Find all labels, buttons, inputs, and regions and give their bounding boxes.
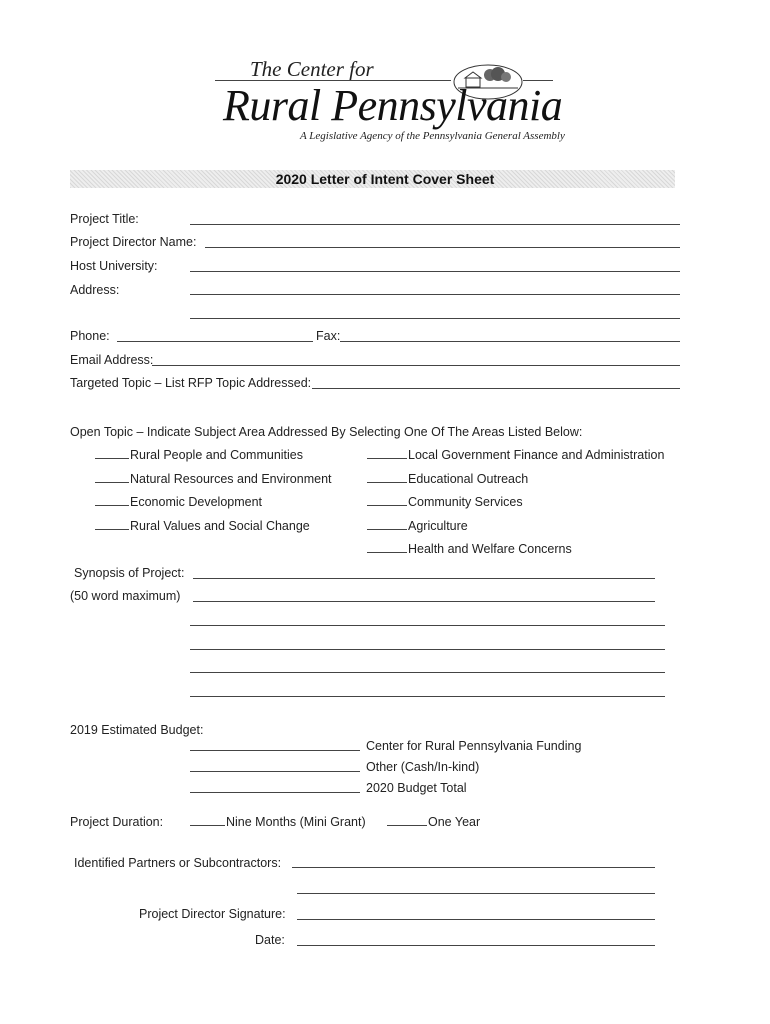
budget-total-label: 2020 Budget Total — [366, 781, 467, 795]
topic-option-educational-outreach[interactable]: Educational Outreach — [367, 472, 528, 486]
topic-option-economic-development[interactable]: Economic Development — [95, 495, 262, 509]
synopsis-field-2[interactable] — [193, 601, 655, 602]
budget-funding-label: Center for Rural Pennsylvania Funding — [366, 739, 582, 753]
signature-field[interactable] — [297, 919, 655, 920]
fax-field[interactable] — [340, 341, 680, 342]
budget-funding-field[interactable] — [190, 750, 360, 751]
topic-option-local-government[interactable]: Local Government Finance and Administration — [367, 448, 664, 462]
topic-option-natural-resources[interactable]: Natural Resources and Environment — [95, 472, 332, 486]
partners-label: Identified Partners or Subcontractors: — [74, 856, 282, 870]
budget-total-field[interactable] — [190, 792, 360, 793]
synopsis-field-1[interactable] — [193, 578, 655, 579]
email-field[interactable] — [152, 365, 680, 366]
phone-field[interactable] — [117, 341, 313, 342]
date-label: Date: — [255, 933, 285, 947]
project-title-label: Project Title: — [70, 212, 139, 226]
synopsis-field-6[interactable] — [190, 696, 665, 697]
date-field[interactable] — [297, 945, 655, 946]
budget-label: 2019 Estimated Budget: — [70, 723, 204, 737]
address-field-1[interactable] — [190, 294, 680, 295]
duration-option-one-year[interactable]: One Year — [387, 815, 480, 829]
budget-other-label: Other (Cash/In-kind) — [366, 760, 480, 774]
partners-field-2[interactable] — [297, 893, 655, 894]
email-label: Email Address: — [70, 353, 154, 367]
fax-label: Fax: — [316, 329, 341, 343]
topic-option-rural-people[interactable]: Rural People and Communities — [95, 448, 303, 462]
budget-other-field[interactable] — [190, 771, 360, 772]
signature-label: Project Director Signature: — [139, 907, 286, 921]
phone-label: Phone: — [70, 329, 110, 343]
project-director-name-field[interactable] — [205, 247, 680, 248]
logo-line2: Rural Pennsylvania — [223, 81, 563, 130]
address-field-2[interactable] — [190, 318, 680, 319]
targeted-topic-field[interactable] — [312, 388, 680, 389]
synopsis-field-5[interactable] — [190, 672, 665, 673]
topic-option-health-welfare[interactable]: Health and Welfare Concerns — [367, 542, 572, 556]
targeted-topic-label: Targeted Topic – List RFP Topic Addressed: — [70, 376, 312, 390]
open-topic-heading: Open Topic – Indicate Subject Area Addressed By Selecting One Of The Areas Listed Below: — [70, 425, 583, 439]
topic-option-agriculture[interactable]: Agriculture — [367, 519, 468, 533]
partners-field-1[interactable] — [292, 867, 655, 868]
project-director-name-label: Project Director Name: — [70, 235, 197, 249]
topic-option-rural-values[interactable]: Rural Values and Social Change — [95, 519, 310, 533]
host-university-label: Host University: — [70, 259, 158, 273]
duration-label: Project Duration: — [70, 815, 164, 829]
topic-option-community-services[interactable]: Community Services — [367, 495, 523, 509]
synopsis-label: Synopsis of Project: — [74, 566, 185, 580]
synopsis-field-3[interactable] — [190, 625, 665, 626]
synopsis-note: (50 word maximum) — [70, 589, 181, 603]
document-title: 2020 Letter of Intent Cover Sheet — [275, 171, 495, 187]
synopsis-field-4[interactable] — [190, 649, 665, 650]
logo-line1: The Center for — [250, 57, 374, 81]
address-label: Address: — [70, 283, 120, 297]
host-university-field[interactable] — [190, 271, 680, 272]
project-title-field[interactable] — [190, 224, 680, 225]
logo-tagline: A Legislative Agency of the Pennsylvania General Assembly — [300, 130, 565, 142]
duration-option-nine-months[interactable]: Nine Months (Mini Grant) — [190, 815, 366, 829]
